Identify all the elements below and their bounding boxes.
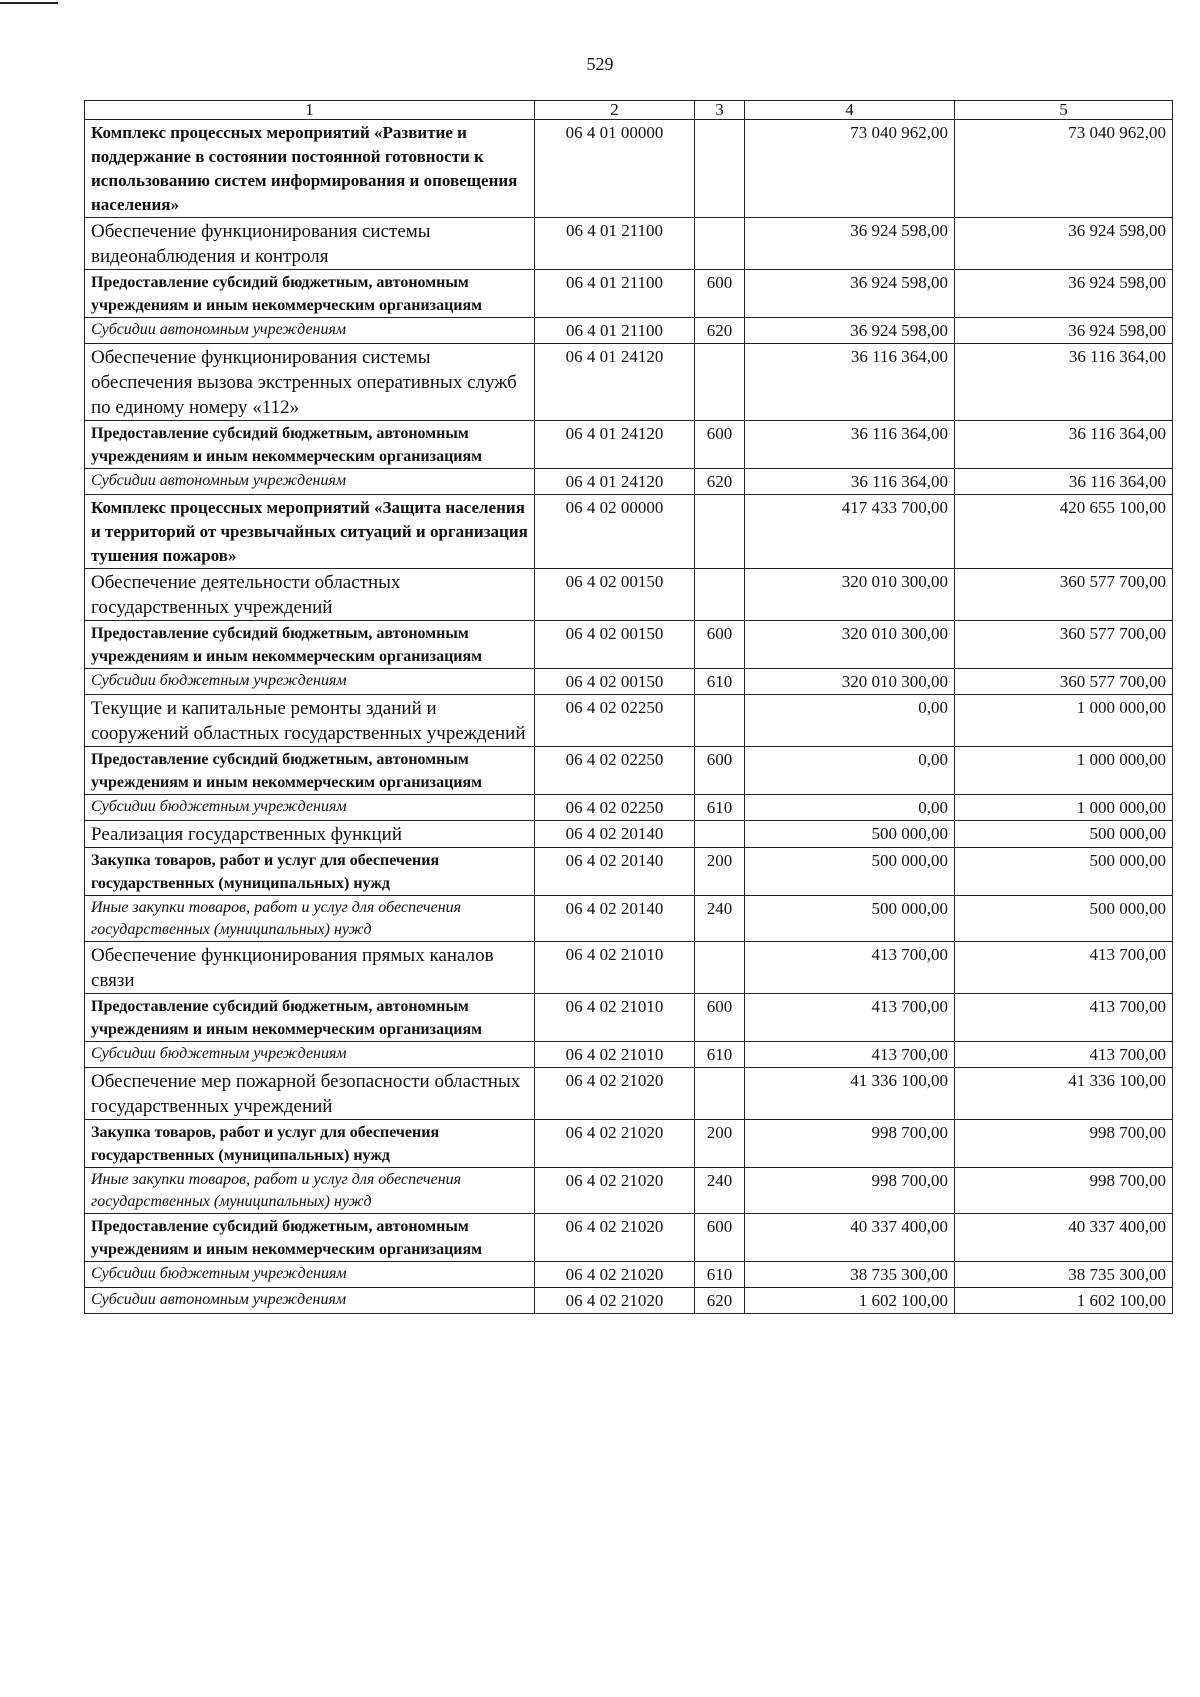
row-code: 06 4 02 21020 <box>535 1120 695 1168</box>
row-sum-year-2: 36 116 364,00 <box>955 421 1173 469</box>
table-row <box>85 421 1173 469</box>
row-name: Субсидии автономным учреждениям <box>85 318 535 344</box>
row-sum-year-1: 0,00 <box>745 695 955 747</box>
row-type <box>695 569 745 621</box>
row-name: Предоставление субсидий бюджетным, автономным учреждениям и иным некоммерческим организациям <box>85 621 535 669</box>
table-row <box>85 821 1173 848</box>
row-sum-year-2: 1 000 000,00 <box>955 795 1173 821</box>
row-code: 06 4 02 21020 <box>535 1168 695 1214</box>
row-sum-year-2: 36 924 598,00 <box>955 318 1173 344</box>
table-row <box>85 569 1173 621</box>
row-name: Обеспечение функционирования прямых каналов связи <box>85 942 535 994</box>
row-name: Реализация государственных функций <box>85 821 535 848</box>
row-sum-year-1: 38 735 300,00 <box>745 1262 955 1288</box>
row-code: 06 4 02 00150 <box>535 569 695 621</box>
row-type <box>695 495 745 569</box>
row-type <box>695 344 745 421</box>
table-row <box>85 120 1173 218</box>
table-row <box>85 344 1173 421</box>
row-sum-year-1: 320 010 300,00 <box>745 669 955 695</box>
row-type: 610 <box>695 1042 745 1068</box>
row-code: 06 4 02 20140 <box>535 821 695 848</box>
row-name: Предоставление субсидий бюджетным, автономным учреждениям и иным некоммерческим организациям <box>85 270 535 318</box>
table-row <box>85 1120 1173 1168</box>
row-code: 06 4 01 21100 <box>535 270 695 318</box>
row-sum-year-1: 73 040 962,00 <box>745 120 955 218</box>
table-row <box>85 695 1173 747</box>
row-type: 600 <box>695 421 745 469</box>
table-row <box>85 318 1173 344</box>
page-number: 529 <box>586 54 614 74</box>
row-type <box>695 821 745 848</box>
row-name: Субсидии бюджетным учреждениям <box>85 669 535 695</box>
row-code: 06 4 02 00150 <box>535 621 695 669</box>
row-type: 600 <box>695 621 745 669</box>
table-row <box>85 942 1173 994</box>
header-col-1: 1 <box>85 101 535 120</box>
row-name: Закупка товаров, работ и услуг для обеспечения государственных (муниципальных) нужд <box>85 848 535 896</box>
row-sum-year-2: 1 000 000,00 <box>955 747 1173 795</box>
row-type <box>695 695 745 747</box>
row-sum-year-1: 998 700,00 <box>745 1168 955 1214</box>
row-name: Предоставление субсидий бюджетным, автономным учреждениям и иным некоммерческим организациям <box>85 747 535 795</box>
row-sum-year-1: 1 602 100,00 <box>745 1288 955 1314</box>
row-name: Иные закупки товаров, работ и услуг для обеспечения государственных (муниципальных) нужд <box>85 896 535 942</box>
row-type: 610 <box>695 1262 745 1288</box>
row-name: Закупка товаров, работ и услуг для обеспечения государственных (муниципальных) нужд <box>85 1120 535 1168</box>
row-code: 06 4 02 21010 <box>535 942 695 994</box>
row-sum-year-2: 360 577 700,00 <box>955 669 1173 695</box>
row-name: Предоставление субсидий бюджетным, автономным учреждениям и иным некоммерческим организациям <box>85 1214 535 1262</box>
row-sum-year-2: 1 000 000,00 <box>955 695 1173 747</box>
table-row <box>85 1214 1173 1262</box>
row-name: Обеспечение деятельности областных государственных учреждений <box>85 569 535 621</box>
row-sum-year-1: 500 000,00 <box>745 848 955 896</box>
table-row <box>85 1068 1173 1120</box>
row-code: 06 4 02 20140 <box>535 896 695 942</box>
row-code: 06 4 02 02250 <box>535 747 695 795</box>
row-name: Иные закупки товаров, работ и услуг для обеспечения государственных (муниципальных) нужд <box>85 1168 535 1214</box>
row-sum-year-2: 413 700,00 <box>955 942 1173 994</box>
row-sum-year-1: 417 433 700,00 <box>745 495 955 569</box>
row-code: 06 4 02 02250 <box>535 795 695 821</box>
row-sum-year-1: 413 700,00 <box>745 1042 955 1068</box>
row-sum-year-1: 0,00 <box>745 795 955 821</box>
header-col-5: 5 <box>955 101 1173 120</box>
row-code: 06 4 02 20140 <box>535 848 695 896</box>
row-name: Предоставление субсидий бюджетным, автономным учреждениям и иным некоммерческим организациям <box>85 421 535 469</box>
row-code: 06 4 01 21100 <box>535 318 695 344</box>
row-sum-year-2: 73 040 962,00 <box>955 120 1173 218</box>
row-code: 06 4 02 21020 <box>535 1068 695 1120</box>
row-sum-year-1: 998 700,00 <box>745 1120 955 1168</box>
table-row <box>85 896 1173 942</box>
row-type: 610 <box>695 795 745 821</box>
row-type <box>695 218 745 270</box>
row-name: Предоставление субсидий бюджетным, автономным учреждениям и иным некоммерческим организациям <box>85 994 535 1042</box>
row-sum-year-2: 38 735 300,00 <box>955 1262 1173 1288</box>
table-row <box>85 747 1173 795</box>
row-code: 06 4 01 00000 <box>535 120 695 218</box>
row-sum-year-1: 36 116 364,00 <box>745 469 955 495</box>
row-sum-year-1: 40 337 400,00 <box>745 1214 955 1262</box>
table-row <box>85 1262 1173 1288</box>
row-code: 06 4 02 00150 <box>535 669 695 695</box>
row-sum-year-1: 36 116 364,00 <box>745 421 955 469</box>
table-row <box>85 469 1173 495</box>
table-row <box>85 795 1173 821</box>
row-name: Комплекс процессных мероприятий «Развитие и поддержание в состоянии постоянной готовности к использованию систем информирования и оповещения населения» <box>85 120 535 218</box>
row-code: 06 4 02 21010 <box>535 1042 695 1068</box>
row-sum-year-2: 413 700,00 <box>955 994 1173 1042</box>
header-col-2: 2 <box>535 101 695 120</box>
row-sum-year-2: 500 000,00 <box>955 848 1173 896</box>
row-type: 600 <box>695 1214 745 1262</box>
table-row <box>85 495 1173 569</box>
row-code: 06 4 02 21020 <box>535 1262 695 1288</box>
row-type: 620 <box>695 318 745 344</box>
row-type <box>695 120 745 218</box>
row-sum-year-2: 36 116 364,00 <box>955 344 1173 421</box>
row-sum-year-1: 500 000,00 <box>745 896 955 942</box>
row-code: 06 4 02 00000 <box>535 495 695 569</box>
table-row <box>85 218 1173 270</box>
row-sum-year-2: 413 700,00 <box>955 1042 1173 1068</box>
row-sum-year-1: 36 116 364,00 <box>745 344 955 421</box>
row-name: Субсидии автономным учреждениям <box>85 469 535 495</box>
row-type: 600 <box>695 747 745 795</box>
header-row <box>85 101 1173 120</box>
row-sum-year-1: 36 924 598,00 <box>745 270 955 318</box>
table-row <box>85 270 1173 318</box>
row-type <box>695 1068 745 1120</box>
row-sum-year-1: 320 010 300,00 <box>745 569 955 621</box>
table-row <box>85 994 1173 1042</box>
row-sum-year-2: 36 924 598,00 <box>955 270 1173 318</box>
table-row <box>85 1288 1173 1314</box>
row-sum-year-2: 420 655 100,00 <box>955 495 1173 569</box>
row-sum-year-1: 500 000,00 <box>745 821 955 848</box>
row-sum-year-2: 500 000,00 <box>955 821 1173 848</box>
row-code: 06 4 02 21020 <box>535 1214 695 1262</box>
row-sum-year-1: 320 010 300,00 <box>745 621 955 669</box>
row-type: 240 <box>695 1168 745 1214</box>
row-type: 200 <box>695 1120 745 1168</box>
row-name: Текущие и капитальные ремонты зданий и сооружений областных государственных учреждений <box>85 695 535 747</box>
row-code: 06 4 02 21020 <box>535 1288 695 1314</box>
row-type: 240 <box>695 896 745 942</box>
top-rule <box>0 2 58 4</box>
table-row <box>85 621 1173 669</box>
row-sum-year-1: 0,00 <box>745 747 955 795</box>
row-code: 06 4 01 21100 <box>535 218 695 270</box>
row-sum-year-2: 360 577 700,00 <box>955 569 1173 621</box>
row-name: Субсидии бюджетным учреждениям <box>85 795 535 821</box>
row-name: Комплекс процессных мероприятий «Защита населения и территорий от чрезвычайных ситуаций и организация тушения пожаров» <box>85 495 535 569</box>
row-sum-year-2: 41 336 100,00 <box>955 1068 1173 1120</box>
row-name: Субсидии бюджетным учреждениям <box>85 1042 535 1068</box>
row-type: 620 <box>695 1288 745 1314</box>
header-col-3: 3 <box>695 101 745 120</box>
row-sum-year-2: 998 700,00 <box>955 1168 1173 1214</box>
row-sum-year-2: 40 337 400,00 <box>955 1214 1173 1262</box>
row-code: 06 4 02 02250 <box>535 695 695 747</box>
row-name: Обеспечение функционирования системы обеспечения вызова экстренных оперативных служб по единому номеру «112» <box>85 344 535 421</box>
row-name: Обеспечение мер пожарной безопасности областных государственных учреждений <box>85 1068 535 1120</box>
row-type: 600 <box>695 270 745 318</box>
row-name: Субсидии автономным учреждениям <box>85 1288 535 1314</box>
budget-table <box>84 100 1173 1314</box>
row-sum-year-2: 36 116 364,00 <box>955 469 1173 495</box>
row-code: 06 4 01 24120 <box>535 469 695 495</box>
row-sum-year-2: 360 577 700,00 <box>955 621 1173 669</box>
row-name: Субсидии бюджетным учреждениям <box>85 1262 535 1288</box>
table-row <box>85 848 1173 896</box>
row-type: 610 <box>695 669 745 695</box>
row-type: 600 <box>695 994 745 1042</box>
table-row <box>85 1042 1173 1068</box>
row-sum-year-1: 413 700,00 <box>745 942 955 994</box>
row-code: 06 4 01 24120 <box>535 344 695 421</box>
row-code: 06 4 01 24120 <box>535 421 695 469</box>
row-sum-year-1: 41 336 100,00 <box>745 1068 955 1120</box>
row-type: 200 <box>695 848 745 896</box>
row-sum-year-2: 36 924 598,00 <box>955 218 1173 270</box>
row-sum-year-2: 1 602 100,00 <box>955 1288 1173 1314</box>
table-body <box>85 101 1173 1314</box>
table-row <box>85 669 1173 695</box>
row-sum-year-1: 413 700,00 <box>745 994 955 1042</box>
row-sum-year-2: 500 000,00 <box>955 896 1173 942</box>
row-type <box>695 942 745 994</box>
row-name: Обеспечение функционирования системы видеонаблюдения и контроля <box>85 218 535 270</box>
table-row <box>85 1168 1173 1214</box>
row-code: 06 4 02 21010 <box>535 994 695 1042</box>
row-sum-year-1: 36 924 598,00 <box>745 218 955 270</box>
row-sum-year-2: 998 700,00 <box>955 1120 1173 1168</box>
row-type: 620 <box>695 469 745 495</box>
header-col-4: 4 <box>745 101 955 120</box>
row-sum-year-1: 36 924 598,00 <box>745 318 955 344</box>
